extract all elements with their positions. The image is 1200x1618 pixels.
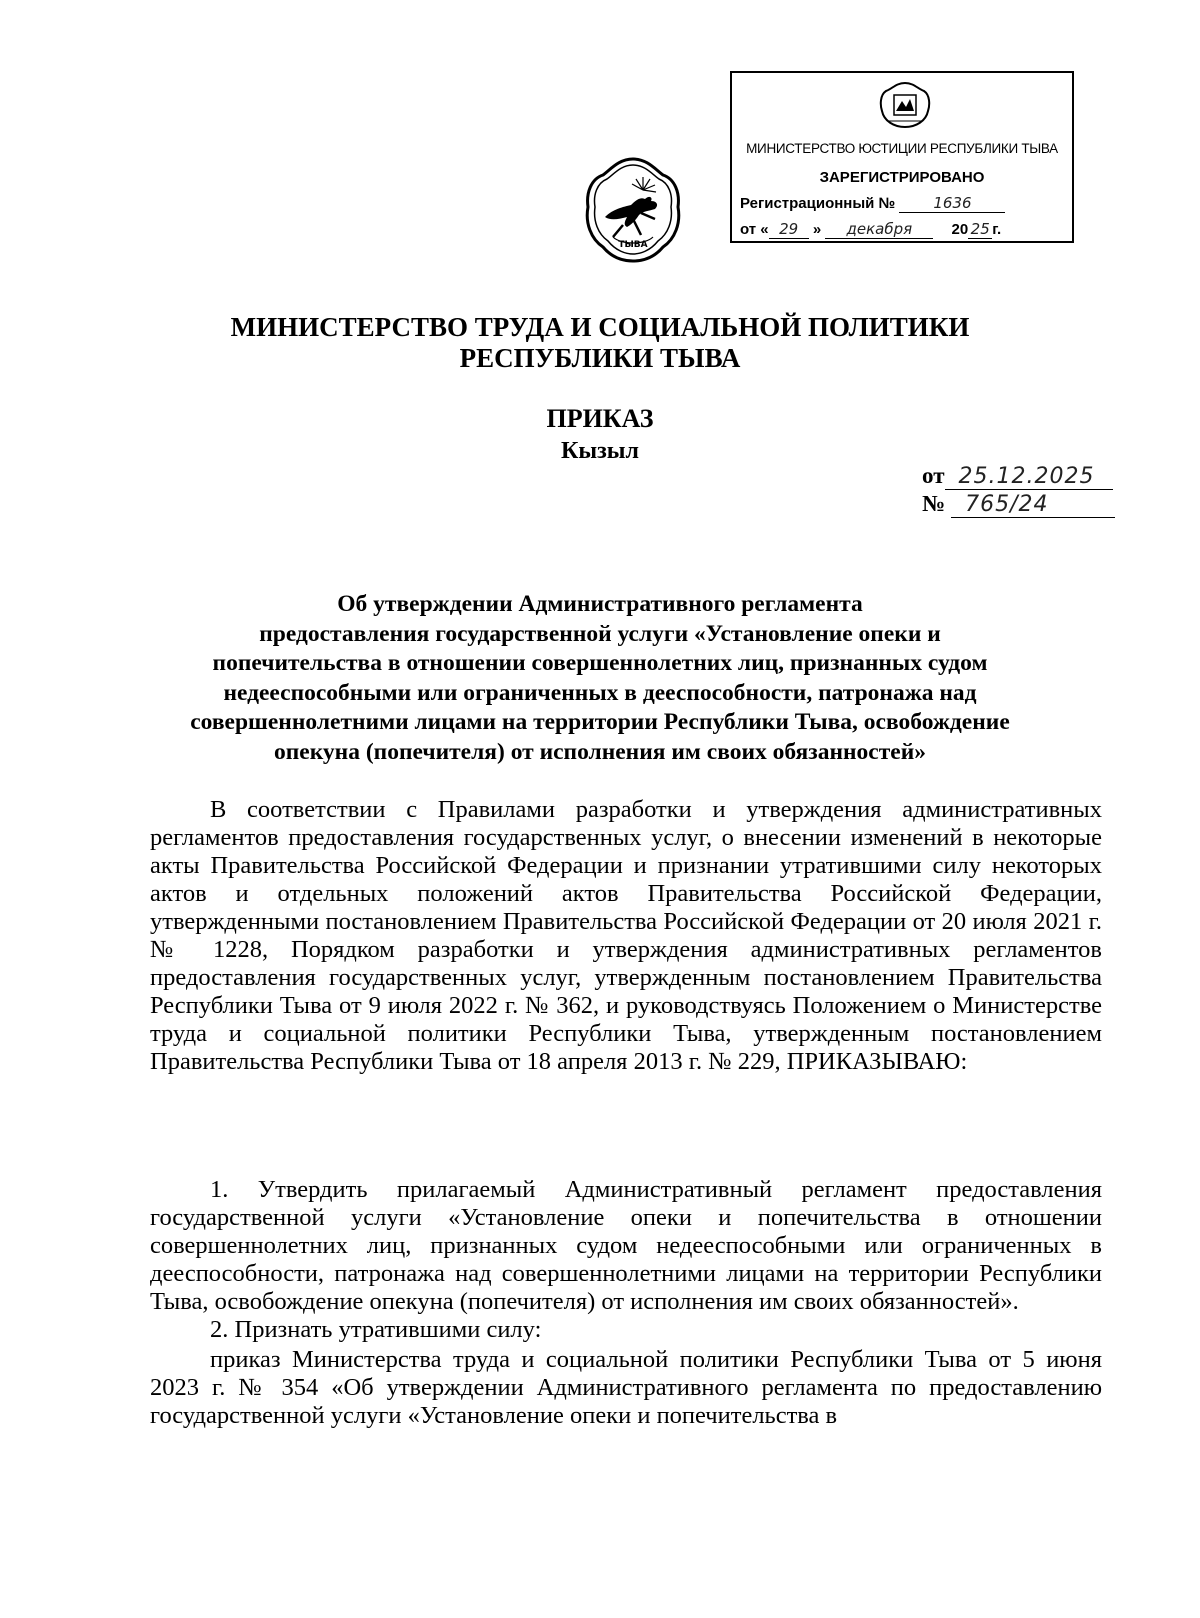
stamp-day: 29: [769, 220, 809, 239]
stamp-reg-number: 1636: [899, 194, 1005, 213]
stamp-from-label: от «: [740, 221, 769, 238]
stamp-year-unit: г.: [992, 221, 1002, 238]
tuva-emblem-icon: [583, 155, 683, 265]
intro-paragraph: В соответствии с Правилами разработки и утверждения административных регламентов предоставления государственных услуг, о внесении изменений в некоторые акты Правительства Российской Федерации и признании утратившими силу некоторых актов и отдельных положений актов Правительства Российской Федерации, утвержденными постановлением Правительства Российской Федерации от 20 июля 2021 г. № 1228, Порядком разработки и утверждения административных регламентов предоставления государственных услуг, утвержденным постановлением Правительства Республики Тыва от 9 июля 2022 г. № 362, и руководствуясь Положением о Министерстве труда и социальной политики Республики Тыва, утвержденным постановлением Правительства Республики Тыва от 18 апреля 2013 г. № 229, ПРИКАЗЫВАЮ:: [150, 796, 1102, 1075]
title-line: попечительства в отношении совершеннолетних лиц, признанных судом: [212, 650, 988, 676]
order-date-value: 25.12.2025: [945, 464, 1113, 490]
title-line: предоставления государственной услуги «Установление опеки и: [259, 620, 941, 647]
order-number-row: [922, 491, 1115, 518]
stamp-month: декабря: [825, 220, 933, 239]
stamp-ministry: МИНИСТЕРСТВО ЮСТИЦИИ РЕСПУБЛИКИ ТЫВА: [746, 141, 1058, 156]
justice-seal-icon: [878, 81, 932, 129]
title-line: совершеннолетними лицами на территории Республики Тыва, освобождение: [190, 709, 1010, 735]
doc-type: ПРИКАЗ: [546, 404, 654, 433]
emblem-caption: ТЫВА: [618, 240, 648, 250]
item-2-text: приказ Министерства труда и социальной политики Республики Тыва от 5 июня 2023 г. № 354 «Об утверждении Административного регламента по предоставлению государственной услуги «Установление опеки и попечительства в: [150, 1346, 1102, 1429]
ministry-line-2: РЕСПУБЛИКИ ТЫВА: [459, 343, 741, 373]
stamp-date-row: [740, 220, 1066, 239]
stamp-year-prefix: 20: [951, 221, 969, 238]
city: Кызыл: [561, 438, 639, 464]
title-line: Об утверждении Административного регламента: [337, 591, 863, 617]
stamp-status: ЗАРЕГИСТРИРОВАНО: [819, 169, 985, 186]
stamp-reg-row: [740, 194, 1005, 213]
item-1-paragraph: 1. Утвердить прилагаемый Административный регламент предоставления государственной услуги «Установление опеки и попечительства в отношении совершеннолетних лиц, признанных судом недееспособными или ограниченных в дееспособности, патронажа над совершеннолетними лицами на территории Республики Тыва, освобождение опекуна (попечителя) от исполнения им своих обязанностей».: [150, 1176, 1102, 1315]
registration-stamp: [730, 71, 1074, 243]
order-date-label: от: [922, 463, 945, 488]
title-line: опекуна (попечителя) от исполнения им своих обязанностей»: [274, 738, 926, 765]
stamp-quote-close: »: [812, 221, 822, 238]
document-title: [100, 590, 1100, 767]
order-date-row: [922, 463, 1113, 490]
ministry-header: [0, 312, 1200, 374]
ministry-line-1: МИНИСТЕРСТВО ТРУДА И СОЦИАЛЬНОЙ ПОЛИТИКИ: [230, 312, 970, 342]
order-number-label: №: [922, 491, 946, 516]
stamp-year-suffix: 25: [968, 220, 992, 239]
tuva-emblem: [583, 155, 683, 265]
item-2-heading: 2. Признать утратившими силу:: [210, 1316, 542, 1343]
order-number-value: 765/24: [951, 492, 1115, 518]
title-line: недееспособными или ограниченных в дееспособности, патронажа над: [223, 679, 977, 706]
stamp-reg-label: Регистрационный №: [740, 195, 896, 212]
